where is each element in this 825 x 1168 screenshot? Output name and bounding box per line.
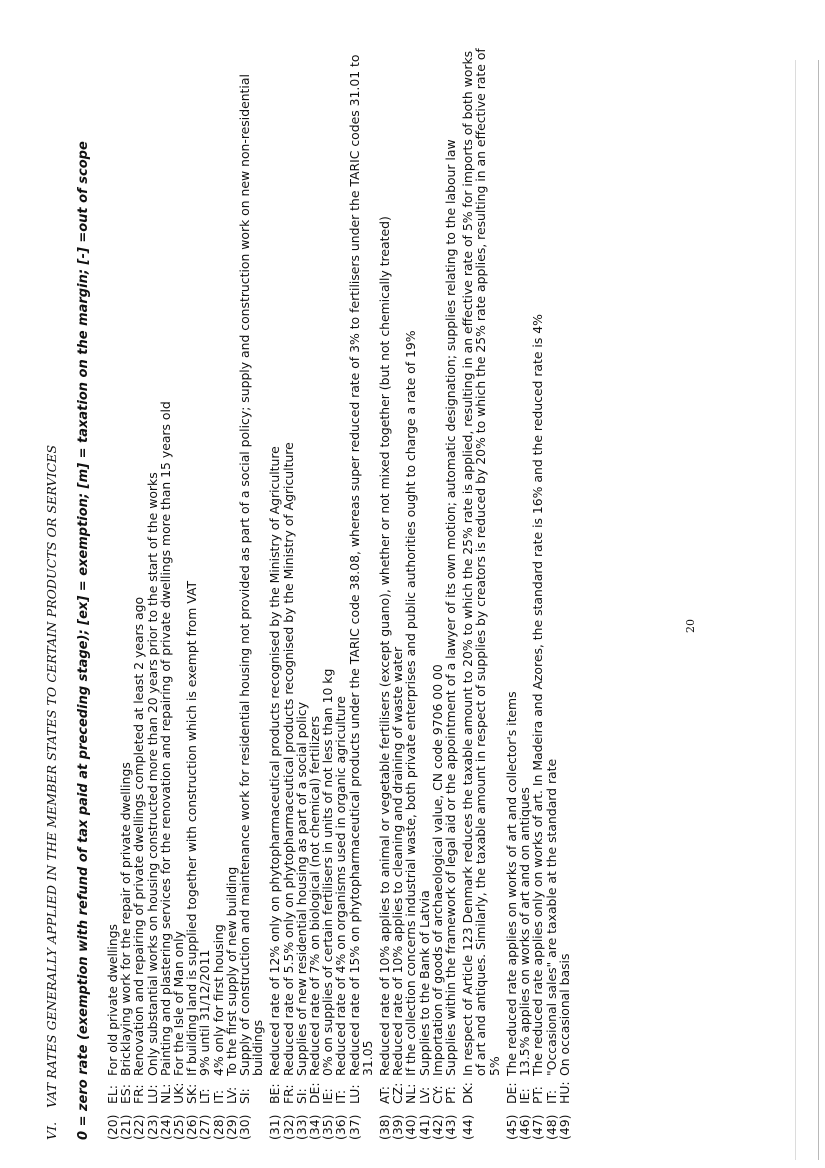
country-code: AT:	[377, 1086, 393, 1104]
footnote-item	[238, 45, 264, 1140]
footnote-item	[198, 45, 211, 1140]
country-code: LV:	[416, 1086, 432, 1104]
footnote-item	[404, 45, 417, 1140]
footnote-text: The reduced rate applies on works of art and collector's items	[503, 691, 519, 1076]
footnote-item	[444, 45, 457, 1140]
country-code: IT:	[210, 1089, 226, 1104]
footnote-text: Reduced rate of 5.5% only on phytopharmaceutical products recognised by the Ministry of Agriculture	[280, 442, 296, 1076]
footnote-text: 4% only for first housing	[210, 924, 226, 1076]
footnote-list	[106, 45, 571, 1140]
footnote-item	[132, 45, 145, 1140]
country-code: UK:	[171, 1082, 187, 1104]
country-code: ES:	[118, 1084, 134, 1104]
country-code: FR:	[280, 1084, 296, 1104]
page-number: 20	[684, 619, 697, 633]
footnote-number: (46)	[517, 1114, 533, 1140]
country-code: DE:	[503, 1082, 519, 1104]
footnote-number: (32)	[280, 1114, 296, 1140]
footnote-number: (24)	[157, 1114, 173, 1140]
footnote-number: (31)	[267, 1114, 283, 1140]
country-code: IE:	[517, 1088, 533, 1104]
footnote-item	[531, 45, 544, 1140]
footnote-item	[461, 45, 501, 1140]
footnote-number: (47)	[530, 1114, 546, 1140]
rate-legend: 0 = zero rate (exemption with refund of tax paid at preceding stage); [ex] = exemption; [m] = taxation on the margin; [-] =out of scope	[76, 141, 91, 1140]
footnote-number: (26)	[184, 1114, 200, 1140]
section-title: VAT RATES GENERALLY APPLIED IN THE MEMBER STATES TO CERTAIN PRODUCTS OR SERVICES	[44, 444, 59, 1108]
country-code: NL:	[157, 1083, 173, 1104]
footnote-number: (33)	[293, 1114, 309, 1140]
footnote-item	[212, 45, 225, 1140]
country-code: PT:	[443, 1086, 459, 1104]
country-code: CY:	[429, 1085, 445, 1104]
footnote-item	[146, 45, 159, 1140]
footnote-text: Reduced rate of 12% only on phytopharmaceutical products recognised by the Ministry of Agriculture	[267, 446, 283, 1076]
footnote-text: If the collection concerns industrial waste, both private enterprises and public authorities ought to charge a rate of 19%	[403, 330, 419, 1076]
section-number: VI.	[44, 1121, 59, 1140]
footnote-text: In respect of Article 123 Denmark reduces the taxable amount to 20% to which the 25% rate is applied, resulting in an effective rate of 5% for imports of both works of art and antiques. Similarly, the taxable amount in respect of supplies by creators is reduced by 20% to which the 25% rate applies, resulting in an effective rate of 5%	[460, 48, 502, 1076]
country-code: LU:	[144, 1084, 160, 1104]
footnote-number: (27)	[197, 1114, 213, 1140]
country-code: LV:	[223, 1086, 239, 1104]
footnote-item	[545, 45, 558, 1140]
footnote-number: (34)	[307, 1114, 323, 1140]
country-code: PT:	[530, 1086, 546, 1104]
country-code: DK:	[460, 1082, 476, 1104]
country-code: LU:	[346, 1084, 362, 1104]
country-code: SI:	[293, 1088, 309, 1104]
footnote-text: Reduced rate of 15% on phytopharmaceutical products under the TARIC code 38.08, whereas super reduced rate of 3% to fertilisers under the TARIC codes 31.01 to 31.05	[346, 54, 375, 1076]
country-code: IT:	[543, 1089, 559, 1104]
footnote-number: (39)	[390, 1114, 406, 1140]
footnote-number: (25)	[171, 1114, 187, 1140]
footnote-text: Supplies within the framework of legal aid or the appointment of a lawyer of its own motion; automatic designation; supplies relating to the labour law	[443, 139, 459, 1076]
footnote-number: (41)	[416, 1114, 432, 1140]
footnote-text: Supplies to the Bank of Latvia	[416, 890, 432, 1076]
footnote-text: Reduced rate of 10% applies to cleaning and draining of waste water	[390, 646, 406, 1076]
footnote-item	[268, 45, 281, 1140]
footnote-text: Only substantial works on housing constructed more than 20 years prior to the start of the works	[144, 472, 160, 1076]
footnote-text: For the Isle of Man only	[171, 931, 187, 1076]
footnote-text: If building land is supplied together with construction which is exempt from VAT	[184, 580, 200, 1076]
footnote-text: Renovation and repairing of private dwellings completed at least 2 years ago	[131, 596, 147, 1076]
footnote-item	[348, 45, 374, 1140]
footnote-item	[282, 45, 295, 1140]
footnote-item	[334, 45, 347, 1140]
footnote-text: Supplies of new residential housing as part of a social policy	[293, 701, 309, 1076]
footnote-number: (38)	[377, 1114, 393, 1140]
country-code: SK:	[184, 1083, 200, 1104]
country-code: SI:	[237, 1088, 253, 1104]
footnote-text: On occasional basis	[556, 953, 572, 1076]
footnote-number: (37)	[346, 1114, 362, 1140]
page-edge-line	[818, 60, 819, 1160]
footnote-number: (44)	[460, 1114, 476, 1140]
footnote-number: (29)	[223, 1114, 239, 1140]
footnote-text: To the first supply of new building	[223, 866, 239, 1076]
footnote-text: 9% until 31/12/2011	[197, 949, 213, 1076]
footnote-text: 0% on supplies of certain fertilisers in units of not less than 10 kg	[320, 668, 336, 1076]
footnote-item	[558, 45, 571, 1140]
country-code: EL:	[105, 1085, 120, 1104]
country-code: LT:	[197, 1088, 213, 1104]
footnote-number: (48)	[543, 1114, 559, 1140]
footnote-number: (45)	[503, 1114, 519, 1140]
footnote-text: For old private dwellings	[105, 924, 120, 1076]
footnote-number: (40)	[403, 1114, 419, 1140]
country-code: HU:	[556, 1081, 572, 1104]
page-edge-line	[795, 60, 796, 1160]
country-code: CZ:	[390, 1082, 406, 1104]
footnote-number: (35)	[320, 1114, 336, 1140]
footnote-text: Importation of goods of archaeological value, CN code 9706 00 00	[429, 664, 445, 1076]
footnote-item	[418, 45, 431, 1140]
footnote-text: The reduced rate applies only on works of art. In Madeira and Azores, the standard rate is 16% and the reduced rate is 4%	[530, 314, 546, 1076]
footnote-number: (23)	[144, 1114, 160, 1140]
country-code: DE:	[307, 1082, 323, 1104]
country-code: IE:	[320, 1088, 336, 1104]
footnote-text: Reduced rate of 10% applies to animal or vegetable fertilisers (except guano), whether or not mixed together (but not chemically treated)	[377, 216, 393, 1076]
rotated-content	[44, 40, 697, 1140]
section-heading	[44, 445, 59, 1140]
footnote-number: (36)	[333, 1114, 349, 1140]
footnote-number: (30)	[237, 1114, 253, 1140]
footnote-number: (49)	[556, 1114, 572, 1140]
footnote-number: (28)	[210, 1114, 226, 1140]
footnote-text: Bricklaying work for the repair of private dwellings	[118, 762, 134, 1076]
footnote-text: Painting and plastering services for the renovation and repairing of private dwellings more than 15 years old	[157, 401, 173, 1076]
country-code: BE:	[267, 1083, 283, 1104]
country-code: FR:	[131, 1084, 147, 1104]
footnote-text: Reduced rate of 4% on organisms used in organic agriculture	[333, 696, 349, 1076]
footnote-text: 13.5% applies on works of art and on antiques	[517, 787, 533, 1076]
country-code: NL:	[403, 1083, 419, 1104]
footnote-text: Supply of construction and maintenance work for residential housing not provided as part of a social policy; supply and construction work on new non-residential buildings	[237, 74, 266, 1076]
footnote-number: (43)	[443, 1114, 459, 1140]
footnote-text: "Occasional sales" are taxable at the standard rate	[543, 758, 559, 1076]
country-code: IT:	[333, 1089, 349, 1104]
footnote-number: (42)	[429, 1114, 445, 1140]
footnote-number: (20)	[105, 1114, 120, 1140]
footnote-number: (21)	[118, 1114, 134, 1140]
footnote-text: Reduced rate of 7% on biological (not chemical) fertilizers	[307, 715, 323, 1076]
footnote-number: (22)	[131, 1114, 147, 1140]
